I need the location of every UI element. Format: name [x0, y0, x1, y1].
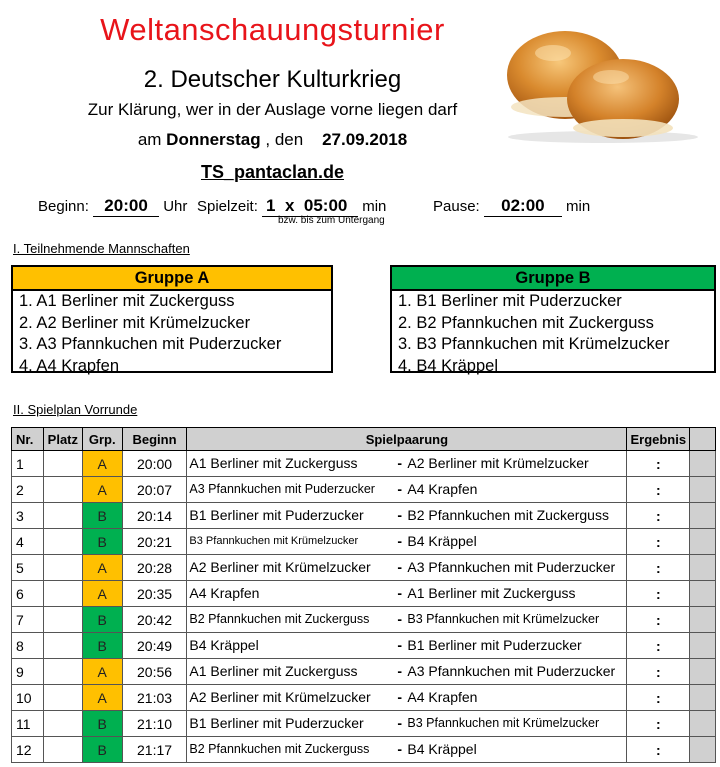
table-header-row	[12, 428, 716, 451]
cell-spielpaarung	[187, 503, 627, 529]
cell-spielpaarung	[187, 633, 627, 659]
table-row	[12, 555, 716, 581]
cell-spacer	[690, 581, 716, 607]
group-b-item: 1. B1 Berliner mit Puderzucker	[398, 292, 622, 310]
home-team: B1 Berliner mit Puderzucker	[189, 715, 364, 731]
cell-spacer	[690, 659, 716, 685]
start-unit: Uhr	[163, 198, 188, 215]
page-title: Weltanschauungsturnier	[100, 12, 445, 47]
pause-unit: min	[566, 198, 591, 215]
pairing-dash: -	[397, 585, 403, 601]
group-b-box	[390, 265, 716, 373]
cell-beginn: 20:07	[122, 477, 187, 503]
pairing-dash: -	[397, 533, 403, 549]
cell-spielpaarung	[187, 737, 627, 763]
pause-label: Pause:	[433, 198, 480, 215]
date-line	[0, 130, 545, 150]
guest-team: B4 Kräppel	[407, 741, 477, 757]
guest-team: A4 Krapfen	[407, 689, 478, 705]
table-row	[12, 477, 716, 503]
playtime-x: x	[284, 196, 295, 215]
cell-spacer	[690, 737, 716, 763]
playtime-count: 1	[266, 196, 276, 215]
cell-group: A	[82, 555, 122, 581]
cell-platz[interactable]	[43, 633, 82, 659]
start-time	[38, 196, 187, 217]
table-row	[12, 711, 716, 737]
page-subtitle: 2. Deutscher Kulturkrieg	[143, 66, 402, 93]
guest-team: A3 Pfannkuchen mit Puderzucker	[407, 559, 616, 575]
cell-nr: 5	[12, 555, 44, 581]
table-row	[12, 451, 716, 477]
pause-time	[433, 196, 590, 217]
playtime-value-box	[262, 196, 358, 217]
cell-spielpaarung	[187, 555, 627, 581]
cell-beginn: 20:14	[122, 503, 187, 529]
cell-group: A	[82, 685, 122, 711]
guest-team: B1 Berliner mit Puderzucker	[407, 637, 582, 653]
cell-nr: 7	[12, 607, 44, 633]
cell-nr: 3	[12, 503, 44, 529]
cell-ergebnis[interactable]: :	[627, 555, 690, 581]
start-label: Beginn:	[38, 198, 89, 215]
page-description: Zur Klärung, wer in der Auslage vorne liegen darf	[87, 100, 458, 119]
pairing-dash: -	[397, 637, 403, 653]
cell-beginn: 21:03	[122, 685, 187, 711]
guest-team: A4 Krapfen	[407, 481, 478, 497]
date-mid: , den	[265, 130, 304, 149]
group-a-title: Gruppe A	[13, 267, 331, 291]
playtime-label: Spielzeit:	[197, 198, 258, 215]
pairing-dash: -	[397, 455, 403, 471]
group-a-item: 2. A2 Berliner mit Krümelzucker	[19, 313, 251, 332]
cell-group: A	[82, 477, 122, 503]
date-value: 27.09.2018	[322, 130, 408, 149]
cell-platz[interactable]	[43, 451, 82, 477]
section-schedule: II. Spielplan Vorrunde	[13, 402, 138, 417]
pairing-dash: -	[397, 715, 403, 731]
cell-group: B	[82, 607, 122, 633]
cell-ergebnis[interactable]: :	[627, 685, 690, 711]
pause-value: 02:00	[484, 196, 562, 217]
cell-nr: 10	[12, 685, 44, 711]
group-a-item: 3. A3 Pfannkuchen mit Puderzucker	[19, 335, 282, 353]
header-spielpaarung: Spielpaarung	[187, 428, 627, 451]
cell-ergebnis[interactable]: :	[627, 581, 690, 607]
cell-spacer	[690, 477, 716, 503]
cell-platz[interactable]	[43, 529, 82, 555]
group-a-box	[11, 265, 333, 373]
cell-spacer	[690, 555, 716, 581]
cell-spielpaarung	[187, 659, 627, 685]
cell-beginn: 20:35	[122, 581, 187, 607]
group-b-item: 2. B2 Pfannkuchen mit Zuckerguss	[398, 313, 654, 332]
pairing-dash: -	[397, 689, 403, 705]
cell-spacer	[690, 529, 716, 555]
home-team: B4 Kräppel	[189, 637, 259, 653]
cell-beginn: 20:49	[122, 633, 187, 659]
cell-ergebnis[interactable]: :	[627, 477, 690, 503]
cell-beginn: 21:17	[122, 737, 187, 763]
cell-ergebnis[interactable]: :	[627, 503, 690, 529]
group-b-item: 4. B4 Kräppel	[398, 356, 498, 375]
cell-ergebnis[interactable]: :	[627, 529, 690, 555]
table-row	[12, 607, 716, 633]
cell-beginn: 20:21	[122, 529, 187, 555]
cell-spielpaarung	[187, 685, 627, 711]
pairing-dash: -	[397, 481, 403, 497]
cell-spielpaarung	[187, 711, 627, 737]
cell-nr: 2	[12, 477, 44, 503]
group-b-title: Gruppe B	[392, 267, 714, 291]
cell-platz[interactable]	[43, 503, 82, 529]
cell-ergebnis[interactable]: :	[627, 711, 690, 737]
header-nr: Nr.	[12, 428, 44, 451]
cell-platz[interactable]	[43, 581, 82, 607]
cell-spielpaarung	[187, 581, 627, 607]
cell-platz[interactable]	[43, 477, 82, 503]
cell-platz[interactable]	[43, 711, 82, 737]
cell-spacer	[690, 711, 716, 737]
cell-group: B	[82, 711, 122, 737]
cell-nr: 11	[12, 711, 44, 737]
header-grp: Grp.	[82, 428, 122, 451]
cell-platz[interactable]	[43, 737, 82, 763]
cell-ergebnis[interactable]: :	[627, 633, 690, 659]
cell-beginn: 20:28	[122, 555, 187, 581]
header-platz: Platz	[43, 428, 82, 451]
cell-spielpaarung	[187, 451, 627, 477]
playtime-value: 05:00	[303, 196, 348, 215]
table-row	[12, 529, 716, 555]
home-team: B2 Pfannkuchen mit Zuckerguss	[189, 742, 370, 756]
home-team: A1 Berliner mit Zuckerguss	[189, 663, 358, 679]
home-team: A2 Berliner mit Krümelzucker	[189, 559, 371, 575]
group-a-item: 1. A1 Berliner mit Zuckerguss	[19, 292, 235, 310]
cell-spacer	[690, 451, 716, 477]
guest-team: B2 Pfannkuchen mit Zuckerguss	[407, 507, 609, 523]
cell-group: B	[82, 503, 122, 529]
table-row	[12, 503, 716, 529]
home-team: A4 Krapfen	[189, 585, 260, 601]
cell-ergebnis[interactable]: :	[627, 737, 690, 763]
table-row	[12, 685, 716, 711]
pairing-dash: -	[397, 611, 403, 627]
home-team: A2 Berliner mit Krümelzucker	[189, 689, 371, 705]
cell-platz[interactable]	[43, 555, 82, 581]
guest-team: B3 Pfannkuchen mit Krümelzucker	[407, 612, 600, 626]
table-row	[12, 737, 716, 763]
cell-spielpaarung	[187, 607, 627, 633]
playtime-note: bzw. bis zum Untergang	[278, 215, 385, 226]
cell-spacer	[690, 685, 716, 711]
pairing-dash: -	[397, 559, 403, 575]
cell-group: A	[82, 581, 122, 607]
cell-nr: 9	[12, 659, 44, 685]
guest-team: A1 Berliner mit Zuckerguss	[407, 585, 576, 601]
cell-nr: 1	[12, 451, 44, 477]
table-row	[12, 581, 716, 607]
cell-nr: 4	[12, 529, 44, 555]
cell-ergebnis[interactable]: :	[627, 659, 690, 685]
cell-group: A	[82, 451, 122, 477]
header-beginn: Beginn	[122, 428, 187, 451]
donut-image	[503, 25, 713, 145]
cell-beginn: 20:56	[122, 659, 187, 685]
playtime	[197, 196, 386, 217]
start-value: 20:00	[93, 196, 159, 217]
group-a-item: 4. A4 Krapfen	[19, 356, 119, 375]
cell-spacer	[690, 633, 716, 659]
table-row	[12, 659, 716, 685]
header-spacer	[690, 428, 716, 451]
pairing-dash: -	[397, 741, 403, 757]
home-team: A1 Berliner mit Zuckerguss	[189, 455, 358, 471]
section-teams: I. Teilnehmende Mannschaften	[13, 241, 190, 256]
cell-beginn: 20:42	[122, 607, 187, 633]
cell-nr: 8	[12, 633, 44, 659]
guest-team: B4 Kräppel	[407, 533, 477, 549]
date-prefix: am	[137, 130, 162, 149]
cell-spacer	[690, 607, 716, 633]
cell-beginn: 21:10	[122, 711, 187, 737]
cell-nr: 12	[12, 737, 44, 763]
organizer-link[interactable]: TS_pantaclan.de	[200, 162, 345, 182]
cell-nr: 6	[12, 581, 44, 607]
home-team: B1 Berliner mit Puderzucker	[189, 507, 364, 523]
guest-team: B3 Pfannkuchen mit Krümelzucker	[407, 716, 600, 730]
cell-spielpaarung	[187, 529, 627, 555]
cell-group: B	[82, 633, 122, 659]
cell-spielpaarung	[187, 477, 627, 503]
pairing-dash: -	[397, 663, 403, 679]
guest-team: A2 Berliner mit Krümelzucker	[407, 455, 589, 471]
cell-spacer	[690, 503, 716, 529]
date-day: Donnerstag	[166, 130, 261, 149]
home-team: A3 Pfannkuchen mit Puderzucker	[189, 482, 375, 496]
guest-team: A3 Pfannkuchen mit Puderzucker	[407, 663, 616, 679]
schedule-table	[11, 427, 716, 763]
cell-platz[interactable]	[43, 659, 82, 685]
cell-group: B	[82, 737, 122, 763]
cell-group: B	[82, 529, 122, 555]
playtime-unit: min	[362, 198, 387, 215]
home-team: B3 Pfannkuchen mit Krümelzucker	[189, 535, 359, 547]
header-ergebnis: Ergebnis	[627, 428, 690, 451]
cell-ergebnis[interactable]: :	[627, 451, 690, 477]
pairing-dash: -	[397, 507, 403, 523]
cell-platz[interactable]	[43, 607, 82, 633]
cell-group: A	[82, 659, 122, 685]
group-b-item: 3. B3 Pfannkuchen mit Krümelzucker	[398, 335, 670, 353]
cell-beginn: 20:00	[122, 451, 187, 477]
cell-platz[interactable]	[43, 685, 82, 711]
table-row	[12, 633, 716, 659]
cell-ergebnis[interactable]: :	[627, 607, 690, 633]
home-team: B2 Pfannkuchen mit Zuckerguss	[189, 612, 370, 626]
